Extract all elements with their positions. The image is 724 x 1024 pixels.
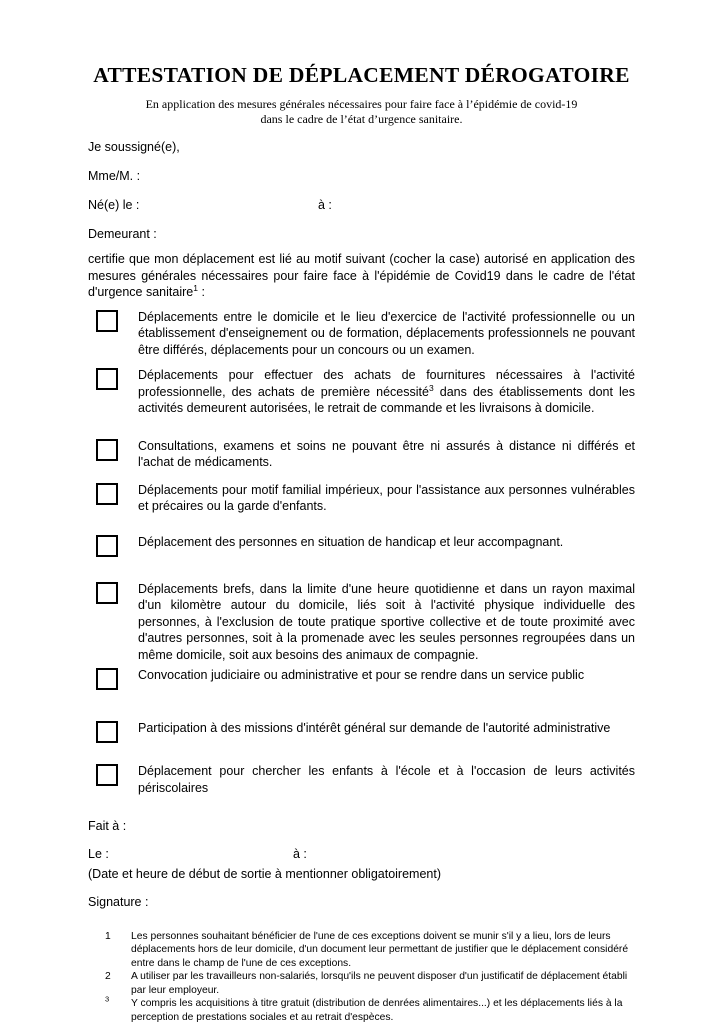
reason-label: Déplacements pour effectuer des achats de fournitures nécessaires à l'activité professionnelle, des achats de première nécessité$^3$ dans des établissements dont les activités demeurent autorisées, le retrait de commande et les livraisons à domicile. [138, 368, 636, 415]
reason-label: Convocation judiciaire ou administrative et pour se rendre dans un service public [138, 668, 585, 682]
reason-item [88, 534, 635, 557]
le-date-field[interactable] [112, 849, 212, 862]
reason-label: Déplacements pour motif familial impérieux, pour l'assistance aux personnes vulnérables et précaires ou la garde d'enfants. [138, 482, 635, 513]
reason-checkbox[interactable] [96, 721, 118, 743]
reason-label: Déplacement pour chercher les enfants à l'école et à l'occasion de leurs activités périscolaires [138, 764, 635, 795]
signature-line [88, 895, 635, 910]
birthplace-label: à : [318, 198, 332, 212]
address-line [88, 227, 635, 242]
fait-line [88, 819, 635, 834]
reason-item [88, 367, 635, 417]
reason-checkbox[interactable] [96, 483, 118, 505]
reason-checkbox[interactable] [96, 764, 118, 786]
reason-checkbox[interactable] [96, 368, 118, 390]
reason-label: Déplacements entre le domicile et le lieu d'exercice de l'activité professionnelle ou un établissement d'enseignement ou de formation, déplacements professionnels ne pouvant être différés, déplacements pour un concours ou un examen. [138, 309, 635, 357]
footnote-ref-3: 3 [428, 382, 434, 393]
birthdate-field[interactable] [143, 200, 243, 213]
le-line [88, 847, 635, 862]
signature-field[interactable] [152, 897, 272, 910]
reason-item [88, 581, 635, 664]
reasons-list [88, 309, 635, 797]
date-note: (Date et heure de début de sortie à mentionner obligatoirement) [88, 867, 441, 881]
certify-text: certifie que mon déplacement est lié au motif suivant (cocher la case) autorisé en application des mesures générales nécessaires pour faire face à l'épidémie de Covid19 dans le cadre de l'état d'urgence sanitaire [88, 252, 635, 299]
footnote-marker: 2 [105, 971, 111, 982]
reason-item [88, 763, 635, 796]
reason-item [88, 309, 635, 359]
footnote-marker: 1 [105, 930, 111, 942]
reason-checkbox[interactable] [96, 668, 118, 690]
reason-label: Participation à des missions d'intérêt général sur demande de l'autorité administrative [138, 721, 611, 735]
signature-block [88, 819, 635, 910]
reason-label: Consultations, examens et soins ne pouvant être ni assurés à distance ni différés et l'achat de médicaments. [138, 438, 635, 469]
reason-label: Déplacements brefs, dans la limite d'une heure quotidienne et dans un rayon maximal d'un kilomètre autour du domicile, liés soit à l'activité physique individuelle des personnes, à l'exclusion de toute pratique sportive collective et de toute proximité avec d'autres personnes, soit à la promenade avec les seules personnes regroupées dans un même domicile, soit aux besoins des animaux de compagnie. [138, 581, 635, 662]
birth-line [88, 198, 635, 213]
subtitle-line-2: dans le cadre de l’état d’urgence sanitaire. [260, 112, 463, 126]
footnote-item [88, 994, 635, 1024]
le-time-label: à : [293, 847, 307, 861]
footnotes-section [88, 930, 635, 1024]
subtitle-line-1: En application des mesures générales nécessaires pour faire face à l’épidémie de covid-19 [145, 97, 578, 111]
birthplace-field[interactable] [335, 200, 455, 213]
reason-label: Déplacement des personnes en situation de handicap et leur accompagnant. [138, 534, 564, 549]
address-label: Demeurant : [88, 227, 157, 241]
intro-text: Je soussigné(e), [88, 140, 180, 154]
name-field[interactable] [144, 171, 264, 184]
footnote-text: Y compris les acquisitions à titre gratuit (distribution de denrées alimentaires...) et les déplacements liés à la perception de prestations sociales et au retrait d'espèces. [131, 998, 623, 1023]
footnote-item [88, 970, 635, 997]
name-label: Mme/M. : [88, 169, 141, 183]
footnote-text: Les personnes souhaitant bénéficier de l'une de ces exceptions doivent se munir s'il y a lieu, lors de leurs déplacements hors de leur domicile, d'un document leur permettant de justifier que le déplacement considéré entre dans le champ de l'une de ces exceptions. [131, 930, 629, 969]
le-label: Le : [88, 847, 109, 861]
footnote-item [88, 930, 635, 971]
name-line [88, 169, 635, 184]
fait-field[interactable] [130, 821, 250, 834]
birthdate-label: Né(e) le : [88, 198, 140, 212]
reason-item [88, 720, 635, 743]
reason-checkbox[interactable] [96, 582, 118, 604]
fait-label: Fait à : [88, 819, 127, 833]
reason-checkbox[interactable] [96, 439, 118, 461]
signature-label: Signature : [88, 894, 149, 909]
reason-item [88, 667, 635, 690]
document-title: ATTESTATION DE DÉPLACEMENT DÉROGATOIRE [93, 63, 630, 87]
reason-checkbox[interactable] [96, 535, 118, 557]
document-subtitle [88, 97, 635, 127]
reason-item [88, 438, 635, 471]
address-field[interactable] [160, 229, 280, 242]
reason-item [88, 482, 635, 515]
certify-paragraph [88, 251, 635, 301]
footnote-ref-1: 1 [193, 282, 198, 293]
intro-line [88, 140, 635, 155]
footnote-text: A utiliser par les travailleurs non-salariés, lorsqu'ils ne peuvent disposer d'un justificatif de déplacement établi par leur employeur. [131, 971, 628, 996]
footnote-marker: 3 [105, 994, 110, 1004]
reason-checkbox[interactable] [96, 310, 118, 332]
birthdate-label-group [88, 198, 318, 213]
le-label-group [88, 847, 293, 862]
certify-colon: : [197, 285, 205, 299]
le-time-field[interactable] [310, 849, 430, 862]
